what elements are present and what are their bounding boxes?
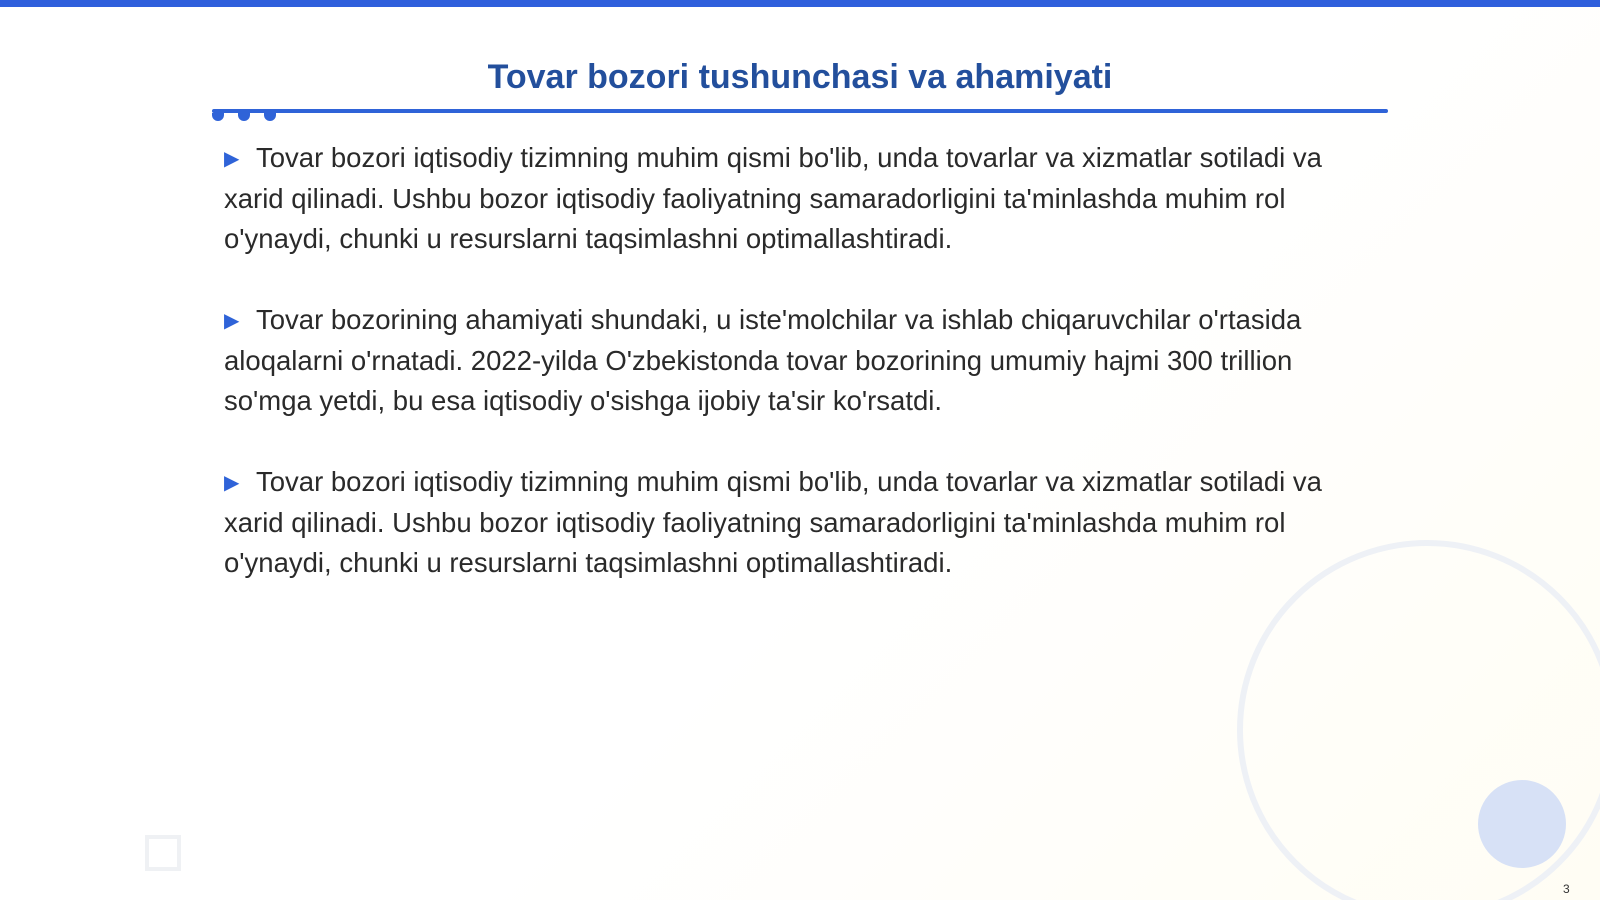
slide-body bbox=[224, 138, 1384, 624]
top-accent-bar bbox=[0, 0, 1600, 7]
bullet-paragraph bbox=[224, 462, 1384, 583]
bullet-paragraph bbox=[224, 138, 1384, 259]
triangle-right-icon: ▶ bbox=[224, 472, 240, 494]
underline-dot bbox=[212, 113, 224, 121]
decorative-square bbox=[145, 835, 181, 871]
paragraph-text: Tovar bozorining ahamiyati shundaki, u iste'molchilar va ishlab chiqaruvchilar o'rtasida aloqalarni o'rnatadi. 2022-yilda O'zbekistonda tovar bozorining umumiy hajmi 300 trillion so'mga yetdi, bu esa iqtisodiy o'sishga ijobiy ta'sir ko'rsatdi. bbox=[224, 304, 1302, 416]
page-number: 3 bbox=[1563, 882, 1570, 896]
title-underline bbox=[212, 109, 1388, 113]
bullet-paragraph bbox=[224, 300, 1384, 421]
underline-dot bbox=[264, 113, 276, 121]
decorative-circle bbox=[1478, 780, 1566, 868]
paragraph-text: Tovar bozori iqtisodiy tizimning muhim qismi bo'lib, unda tovarlar va xizmatlar sotiladi va xarid qilinadi. Ushbu bozor iqtisodiy faoliyatning samaradorligini ta'minlashda muhim rol o'ynaydi, chunki u resurslarni taqsimlashni optimallashtiradi. bbox=[224, 142, 1322, 254]
triangle-right-icon: ▶ bbox=[224, 310, 240, 332]
underline-dot bbox=[238, 113, 250, 121]
paragraph-text: Tovar bozori iqtisodiy tizimning muhim qismi bo'lib, unda tovarlar va xizmatlar sotiladi va xarid qilinadi. Ushbu bozor iqtisodiy faoliyatning samaradorligini ta'minlashda muhim rol o'ynaydi, chunki u resurslarni taqsimlashni optimallashtiradi. bbox=[224, 466, 1322, 578]
triangle-right-icon: ▶ bbox=[224, 148, 240, 170]
slide-title: Tovar bozori tushunchasi va ahamiyati bbox=[487, 58, 1113, 96]
